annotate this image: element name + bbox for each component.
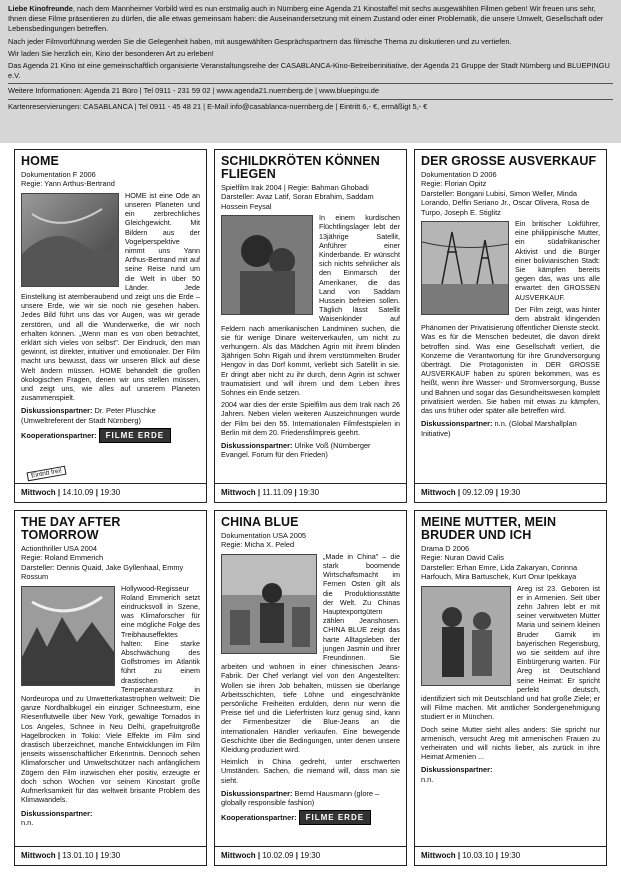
film-still-graphic — [22, 194, 118, 286]
intro-paragraph-4: Das Agenda 21 Kino ist eine gemeinschaftlich organisierte Veranstaltungsreihe der CASABLANCA-Kino-Betreiberinitiative, der Agenda 21 Gruppe der Stadt Nürnberg und BLUEPINGU e.V. — [8, 61, 610, 81]
film-card-schildkroeten — [214, 149, 407, 503]
film-meta-genre: Dokumentation D 2006 — [421, 170, 497, 179]
film-still-image — [221, 554, 317, 654]
film-meta-cast: Darsteller: Dennis Quaid, Jake Gyllenhaal, Emmy Rossum — [21, 562, 184, 582]
screening-time: 19:30 — [500, 851, 521, 860]
screening-date: Mittwoch | 14.10.09 | 19:30 — [15, 483, 206, 502]
cooperation-partner — [21, 428, 200, 443]
film-meta-director: Regie: Roland Emmerich — [21, 553, 104, 563]
intro-divider — [8, 83, 613, 84]
discussion-partner — [421, 419, 600, 437]
intro-info-line: Weitere Informationen: Agenda 21 Büro | Tel 0911 - 231 59 02 | www.agenda21.nuernberg.de | www.bluepingu.de — [8, 86, 380, 96]
screening-day: Mittwoch — [221, 488, 256, 497]
free-entry-stamp: Eintritt frei! — [27, 466, 67, 482]
film-card-china-blue — [214, 510, 407, 866]
film-description — [21, 584, 200, 805]
screening-day: Mittwoch — [221, 851, 256, 860]
film-description-text-2: Der Film zeigt, was hinter dem abstrakt klingenden Phänomen der Privatisierung öffentlicher Dienste steckt. Was es für die Menschen bedeutet, die davon direkt betroffen sind. Was eine Gesellschaft verliert, die Konzerne die Verantwortung für ihre Grundversorgung überträgt. Die Protagonisten in DER GROSSE AUSVERKAUF haben zu spüren bekommen, was es heißt, wenn ihre Wasser- und Stromversorgung, Busse und Bahnen und sogar das Gesundheitswesen komplett privatisiert werden. Sie haben mit etwas zu kämpfen, das uns früher oder später alle betreffen wird. — [421, 304, 600, 416]
discussion-partner — [421, 765, 600, 783]
film-card-ausverkauf — [414, 149, 607, 503]
film-meta-genre: Dokumentation USA 2005 — [221, 531, 307, 540]
film-meta-director: Regie: Micha X. Peled — [221, 540, 295, 550]
discussion-name: Bernd Hausmann (glore – globally responsible fashion) — [221, 788, 380, 808]
screening-day: Mittwoch — [21, 488, 56, 497]
discussion-name: n.n. (Global Marshallplan Initiative) — [421, 419, 577, 438]
film-description — [221, 552, 400, 785]
film-title: HOME — [21, 154, 59, 168]
discussion-label: Diskussionspartner: — [421, 419, 493, 429]
film-description-text-2: Doch seine Mutter sieht alles anders: Sie spricht nur armenisch, versucht Areg mit armenischen Frauen zu verheiraten und will nichts lieber, als zurück in ihre Heimat Armenien ... — [421, 724, 600, 762]
screening-time: 19:30 — [300, 851, 321, 860]
film-description-text: „Made in China" – die stark boomende Wirtschaftsmacht im Fernen Osten gilt als die Produktionsstätte der Welt. Zu Chinas Hauptexportgütern zählen Jeanshosen. CHINA BLUE zeigt das harte Alltagsleben der jungen Jasmin und ihrer Freundinnen. Sie arbeiten und wohnen in einer chinesischen Jeans-Fabrik. Der Chef verlangt viel von den Angestellten: Wollen sie ihren Job behalten, müssen sie überlange Arbeitsschichten, tiefe Löhne und eingeschränkte persönliche Freiheiten erdulden, denn nur wenn die Preise tief und die Lieferfristen kurz genug sind, kann der Firmenbesitzer die Blue-Jeans an die internationalen Händler verkaufen. Eine bewegende Geschichte über die Bedingungen, unter denen unsere Kleidung produziert wird. — [221, 551, 400, 755]
discussion-name: n.n. — [421, 774, 434, 784]
screening-date: Mittwoch | 11.11.09 | 19:30 — [215, 483, 406, 502]
film-still-image — [21, 193, 119, 287]
discussion-label: Diskussionspartner: — [221, 788, 293, 798]
film-meta-genre: Spielfilm Irak 2004 | Regie: Bahman Ghobadi — [221, 183, 369, 192]
film-meta-director: Regie: Yann Arthus-Bertrand — [21, 179, 115, 189]
screening-day: Mittwoch — [21, 851, 56, 860]
discussion-label: Diskussionspartner: — [21, 808, 93, 818]
screening-date-value: 10.03.10 — [462, 851, 494, 860]
intro-paragraph-3: Wir laden Sie herzlich ein, Kino der besonderen Art zu erleben! — [8, 48, 214, 58]
film-title: DER GROSSE AUSVERKAUF — [421, 154, 597, 168]
discussion-label: Diskussionspartner: — [421, 765, 493, 775]
intro-paragraph-1 — [8, 4, 613, 35]
screening-date-value: 09.12.09 — [462, 488, 494, 497]
intro-divider-2 — [8, 99, 613, 100]
filme-erde-logo: FILME ERDE — [299, 810, 371, 825]
intro-paragraph-2: Nach jeder Filmvorführung werden Sie die Gelegenheit haben, mit ausgewählten Gesprächspartnern das filmische Thema zu diskutieren und zu vertiefen. — [8, 36, 512, 46]
discussion-name: Dr. Peter Pluschke (Umweltreferent der Stadt Nürnberg) — [21, 406, 156, 425]
discussion-partner — [21, 406, 200, 424]
screening-day: Mittwoch — [421, 488, 456, 497]
screening-time: 19:30 — [100, 488, 121, 497]
film-meta-cast: Darsteller: Bongani Lubisi, Simon Weller, Minda Lorando, Delfin Seriano Jr., Oscar Olivera, Rosa de Turpo, Joseph E. Stiglitz — [421, 188, 590, 217]
cooperation-label: Kooperationspartner: — [221, 813, 297, 823]
film-title: SCHILDKRÖTEN KÖNNEN FLIEGEN — [221, 154, 380, 181]
screening-time: 19:30 — [299, 488, 320, 497]
film-still-graphic — [222, 555, 316, 653]
film-meta-genre: Actionthriller USA 2004 — [21, 544, 97, 553]
film-title: MEINE MUTTER, MEIN BRUDER UND ICH — [421, 515, 557, 542]
screening-date: Mittwoch | 10.03.10 | 19:30 — [415, 846, 606, 865]
screening-time: 19:30 — [100, 851, 121, 860]
intro-box — [0, 0, 621, 143]
discussion-label: Diskussionspartner: — [221, 441, 293, 451]
film-description — [221, 213, 400, 437]
film-still-graphic — [422, 587, 510, 685]
discussion-partner — [21, 809, 200, 827]
film-description — [421, 584, 600, 762]
film-description-text: Areg ist 23. Geboren ist er in Armenien. Seit über zehn Jahren lebt er mit seiner verwitweten Mutter Maria und seinem kleinen Bruder Garnik im bayerischen Regensburg, wo sie seitdem auf ihre Einbürgerung warten. Für Areg ist Deutschland seine Heimat: Er spricht perfekt deutsch, identifiziert sich mit Deutschland und hat große Ziele; er will Filme machen. Mit amtlicher Sondergenehmigung studiert er in München. — [421, 583, 600, 722]
film-description-text-2: Heimlich in China gedreht, unter erschwerten Umständen. Sachen, die niemand will, dass man sie sieht. — [221, 757, 400, 785]
film-still-image — [221, 215, 313, 315]
film-card-day-after-tomorrow — [14, 510, 207, 866]
film-card-home — [14, 149, 207, 503]
screening-date: Mittwoch | 09.12.09 | 19:30 — [415, 483, 606, 502]
screening-time: 19:30 — [500, 488, 521, 497]
screening-day: Mittwoch — [421, 851, 456, 860]
film-description-text-2: 2004 war dies der erste Spielfilm aus dem Irak nach 26 Jahren. Neben vielen weiteren Auszeichnungen wurde der Film bei den 55. Internationalen Filmfestspielen in Berlin mit dem 20. Friedensfilmpreis geehrt. — [221, 400, 400, 437]
film-still-graphic — [222, 216, 312, 314]
screening-date-value: 10.02.09 — [262, 851, 294, 860]
film-meta-director: Regie: Nuran David Calis — [421, 553, 504, 563]
film-description — [421, 219, 600, 415]
film-description-text: Ein britischer Lokführer, eine philippinische Mutter, ein südafrikanischer Aktivist und die Bürger einer bolivianischen Stadt: Sie kämpfen bereits gegen das, was uns alle erwartet: den GROSSEN AUSVERKAUF. — [515, 219, 600, 302]
film-still-image — [21, 586, 115, 686]
discussion-partner — [221, 789, 400, 807]
film-card-meine-mutter — [414, 510, 607, 866]
film-meta-genre: Dokumentation F 2006 — [21, 170, 96, 179]
screening-date-value: 14.10.09 — [62, 488, 94, 497]
discussion-name: Ulrike Voß (Nürnberger Evangel. Forum für den Frieden) — [221, 441, 371, 460]
screening-date-value: 13.01.10 — [62, 851, 94, 860]
intro-text-1: , nach dem Mannheimer Vorbild wird es nun erstmalig auch in Nürnberg eine Agenda 21 Kinostaffel mit sechs ausgewählten Filmen geben! Wir freuen uns sehr, Ihnen diese Filme präsentieren zu dürfen, die alle etwas gemeinsam haben: die Auseinandersetzung mit einem Zustand oder einer Problematik, die unsere Umwelt, Gesellschaft oder Lebensbedingungen betreffen. — [8, 4, 604, 34]
film-still-image — [421, 221, 509, 315]
film-meta-director: Regie: Florian Opitz — [421, 179, 487, 189]
screening-date: Mittwoch | 10.02.09 | 19:30 — [215, 846, 406, 865]
film-description-text: Hollywood-Regisseur Roland Emmerich setzt eindrucksvoll in Szene, was Klimaforscher für eine mögliche Folge des Treibhauseffektes halten: Eine starke Abschwächung des Golfstromes im Atlantik führt zu einem drastischen Temperatursturz in Nordeuropa und zu Unwetterkatastrophen weltweit: Die ganze Nordhalbkugel ein einziger Schneesturm, eine Riesenflutwelle über New York, gewaltige Tornados in Los Angeles, Schnee in Neu Delhi, grapefruitgroße Hagelbrocken in Tokio: Viele Effekte im Film sind drastisch überzeichnet, manche Entwicklungen im Film jenseits wissenschaftlicher Erkenntnis. Dennoch sehen Klimaforscher und Umweltschützer nach anfänglichem Zögern den Film inzwischen eher positiv, erzeugte er doch schon Wochen vor seinem Kinostart große Aufmerksamkeit für das weltweit brisante Problem des Klimawandels. — [21, 583, 200, 805]
intro-ticket-line: Kartenreservierungen: CASABLANCA | Tel 0911 - 45 48 21 | E-Mail info@casablanca-nuernberg.de | Eintritt 6,- €, ermäßigt 5,- € — [8, 101, 428, 111]
film-meta-genre: Drama D 2006 — [421, 544, 470, 553]
film-description-text: HOME ist eine Ode an unseren Planeten und ein zerbrechliches Gleichgewicht. Mit Bildern aus der Vogelperspektive nimmt uns Yann Arthus-Bertrand mit auf seine Reise rund um die Welt in über 50 Länder. Jede Einstellung ist atemberaubend und zeigt uns die Erde – unsere Erde, wie wir sie noch nie gesehen haben. Jedes Bild führt uns das vor Augen, was wir gerade zerstören, und all die Wunderwerke, die wir noch erhalten können. „Wenn man es von oben betrachtet, erklärt sich vieles von selbst". Der Eindruck, den man gewinnt, ist direkter, intuitiver und emotionaler. Der Film macht uns bewusst, dass wir unseren Blick auf diese Welt ändern müssen. HOME behandelt die großen ökologischen Fragen, denen wir uns stellen müssen, und zeigt uns, wie alles auf unserem Planeten zusammenspielt. — [21, 190, 200, 403]
cooperation-partner — [221, 810, 400, 825]
filme-erde-logo: FILME ERDE — [99, 428, 171, 443]
film-title: THE DAY AFTER TOMORROW — [21, 515, 121, 542]
film-still-image — [421, 586, 511, 686]
cooperation-label: Kooperationspartner: — [21, 430, 97, 440]
discussion-label: Diskussionspartner: — [21, 406, 93, 416]
screening-date: Mittwoch | 13.01.10 | 19:30 — [15, 846, 206, 865]
film-still-graphic — [422, 222, 508, 314]
film-still-graphic — [22, 587, 114, 685]
intro-lead: Liebe Kinofreunde — [8, 4, 73, 13]
film-description-text: In einem kurdischen Flüchtlingslager lebt der 13jährige Satellit, Anführer einer Kinderbande. Er wünscht sich nichts sehnlicher als den Einmarsch der Amerikaner, die das Land von Saddam Hussein befreien sollen. Täglich lässt Satellit Waisenkinder auf Feldern nach amerikanischen Landminen suchen, die sie für wenige Dinare weiterverkaufen, um nicht zu verhungern. Als das Mädchen Agrin mit ihrem blinden 3jährigen Sohn Rigah und ihrem verstümmelten Bruder Hengov in das Dorf kommt, verliebt sich Satellit in sie. Er dringt aber nicht zu ihr durch, denn Agrin ist schwer traumatisiert und will ihrem und dem Leben ihres Sohnes ein Ende setzen. — [221, 213, 400, 398]
discussion-partner — [221, 441, 400, 459]
discussion-name: n.n. — [21, 817, 34, 827]
film-description — [21, 191, 200, 403]
film-meta-cast: Darsteller: Erhan Emre, Lida Zakaryan, Corinna Harfouch, Mira Bartuschek, Kurt Onur Ipekkaya — [421, 562, 578, 582]
film-meta-cast: Darsteller: Avaz Latif, Soran Ebrahim, Saddam Hossein Feysal — [221, 192, 374, 211]
film-title: CHINA BLUE — [221, 515, 299, 529]
screening-date-value: 11.11.09 — [262, 488, 293, 497]
